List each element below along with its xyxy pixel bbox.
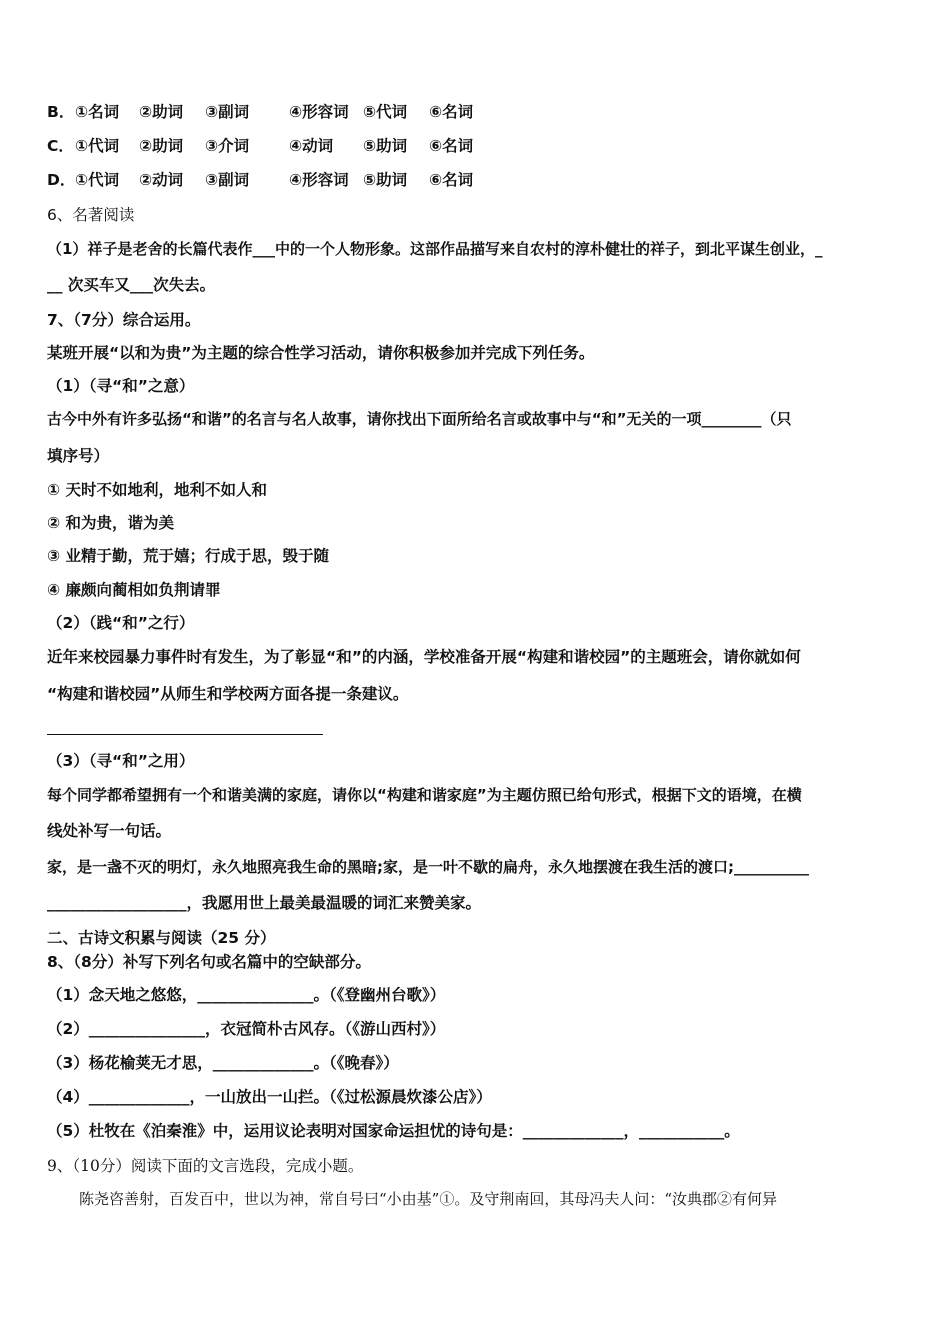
option-item: ②助词 [139, 103, 184, 121]
option-item: ③副词 [205, 103, 250, 121]
option-item: ②助词 [139, 137, 184, 155]
q7-item-3: ③ 业精于勤，荒于嬉；行成于思，毁于随 [47, 547, 330, 565]
q7-part3-line-1: 每个同学都希望拥有一个和谐美满的家庭，请你以“构建和谐家庭”为主题仿照已给句形式，根据下文的语境，在横 [47, 786, 802, 804]
q7-part2-title: （2）（践“和”之行） [47, 614, 195, 632]
option-c [47, 136, 473, 156]
option-item: ⑥名词 [429, 103, 474, 121]
q7-part1-line-1: 古今中外有许多弘扬“和谐”的名言与名人故事，请你找出下面所给名言或故事中与“和”无关的一项________（只 [47, 410, 792, 428]
q7-part3-line-3: 家，是一盏不灭的明灯，永久地照亮我生命的黑暗;家，是一叶不歇的扁舟，永久地摆渡在我生活的渡口;__________ [47, 858, 810, 876]
q7-item-2: ② 和为贵，谐为美 [47, 514, 175, 532]
q7-intro: 某班开展“以和为贵”为主题的综合性学习活动，请你积极参加并完成下列任务。 [47, 344, 595, 362]
option-item: ③介词 [205, 137, 250, 155]
answer-line [47, 734, 323, 735]
q7-part1-title: （1）（寻“和”之意） [47, 377, 195, 395]
option-item: ④形容词 [289, 171, 349, 189]
q7-item-4: ④ 廉颇向蔺相如负荆请罪 [47, 581, 221, 599]
q8-heading: 8、（8分）补写下列名句或名篇中的空缺部分。 [47, 953, 371, 971]
q7-part1-line-2: 填序号） [47, 447, 110, 465]
section-2-heading: 二、古诗文积累与阅读（25 分） [47, 929, 276, 947]
q9-heading: 9、（10分）阅读下面的文言选段，完成小题。 [47, 1157, 364, 1175]
q7-part3-line-2: 线处补写一句话。 [47, 822, 172, 840]
q9-text: 陈尧咨善射，百发百中，世以为神，常自号曰“小由基”①。及守荆南回，其母冯夫人问：“汝典郡②有何异 [79, 1190, 778, 1208]
option-item: ③副词 [205, 171, 250, 189]
option-b [47, 102, 473, 122]
q8-line-1: （1）念天地之悠悠，_______________。（《登幽州台歌》） [47, 986, 446, 1004]
option-item: ⑥名词 [429, 171, 474, 189]
q7-item-1: ① 天时不如地利，地利不如人和 [47, 481, 268, 499]
option-d [47, 170, 473, 190]
option-letter: D． [47, 171, 76, 189]
option-item: ①名词 [75, 103, 120, 121]
option-item: ②动词 [139, 171, 184, 189]
q8-line-5: （5）杜牧在《泊秦淮》中，运用议论表明对国家命运担忧的诗句是：_____________，___________。 [47, 1122, 740, 1140]
option-letter: B． [47, 103, 75, 121]
q6-heading: 6、名著阅读 [47, 206, 135, 224]
q7-part3-line-4: __________________，我愿用世上最美最温暖的词汇来赞美家。 [47, 894, 482, 912]
option-item: ①代词 [75, 137, 120, 155]
q7-part3-title: （3）（寻“和”之用） [47, 752, 195, 770]
option-letter: C． [47, 137, 74, 155]
q8-line-2: （2）_______________，衣冠简朴古风存。（《游山西村》） [47, 1020, 446, 1038]
option-item: ⑤代词 [363, 103, 408, 121]
option-item: ⑥名词 [429, 137, 474, 155]
option-item: ①代词 [75, 171, 120, 189]
option-item: ④形容词 [289, 103, 349, 121]
q6-line-1: （1）祥子是老舍的长篇代表作___中的一个人物形象。这部作品描写来自农村的淳朴健壮的祥子，到北平谋生创业，_ [47, 240, 823, 258]
option-item: ⑤助词 [363, 171, 408, 189]
q8-line-4: （4）_____________，一山放出一山拦。（《过松源晨炊漆公店》） [47, 1088, 492, 1106]
q7-heading: 7、（7分）综合运用。 [47, 311, 201, 329]
option-item: ④动词 [289, 137, 334, 155]
q7-part2-line-1: 近年来校园暴力事件时有发生，为了彰显“和”的内涵，学校准备开展“构建和谐校园”的主题班会，请你就如何 [47, 648, 801, 666]
option-item: ⑤助词 [363, 137, 408, 155]
q6-line-2: __ 次买车又___次失去。 [47, 276, 216, 294]
q8-line-3: （3）杨花榆荚无才思，_____________。（《晚春》） [47, 1054, 399, 1072]
q7-part2-line-2: “构建和谐校园”从师生和学校两方面各提一条建议。 [47, 685, 409, 703]
